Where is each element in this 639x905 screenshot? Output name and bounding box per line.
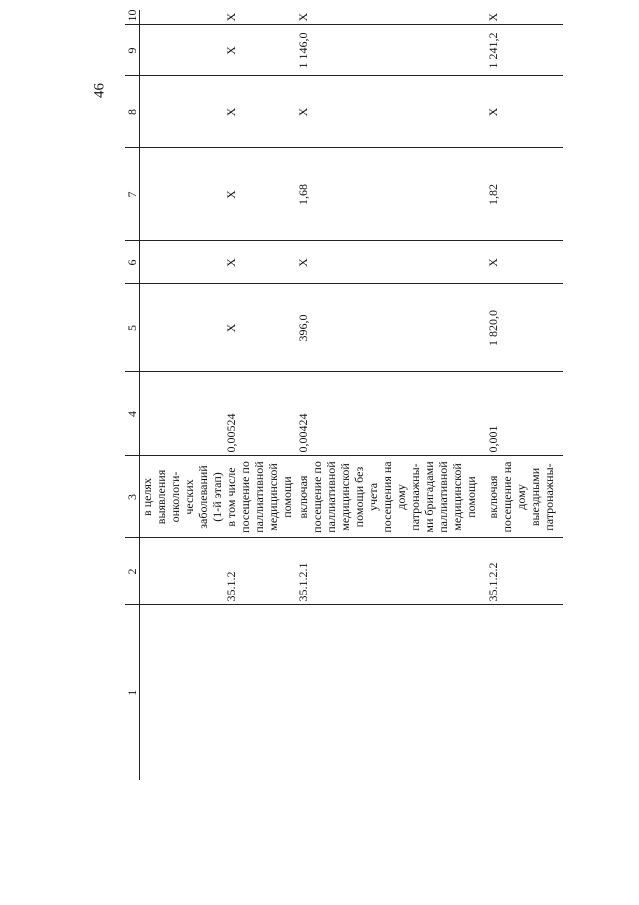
- cell-c3: в том числе посещение по паллиативной медицинской помощи: [224, 456, 296, 538]
- header-cell-9: 9: [125, 25, 140, 76]
- cell-c9: 1 241,2: [486, 25, 563, 76]
- cell-c9: 1 146,0: [296, 25, 486, 76]
- cell-c8: X: [486, 76, 563, 148]
- cell-c2: [140, 538, 225, 605]
- cell-c1: [140, 605, 225, 780]
- cell-c3: включая посещение по паллиативной медицинской помощи без учета посещения на дому патронажны-ми бригадами паллиативной медицинской помощи: [296, 456, 486, 538]
- header-cell-7: 7: [125, 148, 140, 241]
- table-row: [296, 10, 486, 780]
- cell-c10: X: [224, 10, 296, 25]
- header-cell-10: 10: [125, 10, 140, 25]
- cell-c7: 1,82: [486, 148, 563, 241]
- cell-c7: 1,68: [296, 148, 486, 241]
- rotated-table-wrapper: [125, 9, 556, 780]
- cell-c4: 0,001: [486, 372, 563, 456]
- header-cell-6: 6: [125, 241, 140, 284]
- page-number: 46: [91, 83, 108, 98]
- cell-c7: X: [224, 148, 296, 241]
- cell-c2: 35.1.2.1: [296, 538, 486, 605]
- cell-c7: [140, 148, 225, 241]
- cell-c6: X: [296, 241, 486, 284]
- header-cell-4: 4: [125, 372, 140, 456]
- cell-c10: X: [296, 10, 486, 25]
- cell-c2: 35.1.2.2: [486, 538, 563, 605]
- cell-c3: включая посещение на дому выездными патронажны-: [486, 456, 563, 538]
- cell-c2: 35.1.2: [224, 538, 296, 605]
- cell-c10: X: [486, 10, 563, 25]
- cell-c6: X: [486, 241, 563, 284]
- header-row: [125, 10, 140, 780]
- cell-c8: X: [296, 76, 486, 148]
- cell-c1: [486, 605, 563, 780]
- cell-c4: 0,00524: [224, 372, 296, 456]
- header-cell-5: 5: [125, 284, 140, 372]
- header-cell-1: 1: [125, 605, 140, 780]
- cell-c8: [140, 76, 225, 148]
- cell-c6: X: [224, 241, 296, 284]
- cell-c4: [140, 372, 225, 456]
- header-cell-8: 8: [125, 76, 140, 148]
- cell-c8: X: [224, 76, 296, 148]
- data-table: [125, 10, 563, 780]
- cell-c3: в целях выявления онкологи-ческих заболеваний (1-й этап): [140, 456, 225, 538]
- header-cell-3: 3: [125, 456, 140, 538]
- cell-c5: 1 820,0: [486, 284, 563, 372]
- cell-c5: 396,0: [296, 284, 486, 372]
- cell-c5: X: [224, 284, 296, 372]
- cell-c1: [224, 605, 296, 780]
- table-row: [224, 10, 296, 780]
- cell-c10: [140, 10, 225, 25]
- cell-c9: X: [224, 25, 296, 76]
- table-row: [140, 10, 225, 780]
- cell-c5: [140, 284, 225, 372]
- table-row: [486, 10, 563, 780]
- header-cell-2: 2: [125, 538, 140, 605]
- cell-c6: [140, 241, 225, 284]
- cell-c4: 0,00424: [296, 372, 486, 456]
- cell-c1: [296, 605, 486, 780]
- cell-c9: [140, 25, 225, 76]
